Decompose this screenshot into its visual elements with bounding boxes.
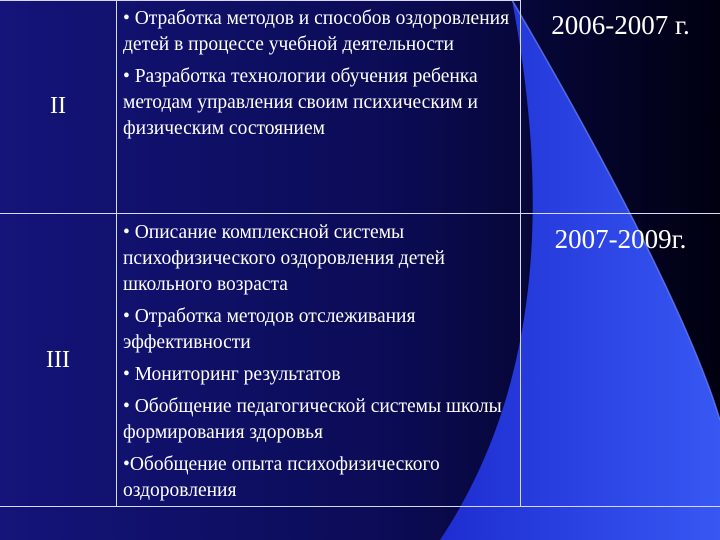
tasks-cell	[117, 214, 520, 506]
stage-cell	[0, 214, 116, 506]
tasks-cell	[117, 0, 520, 213]
period-cell	[521, 214, 720, 506]
period-cell	[521, 0, 720, 213]
stage-cell	[0, 0, 116, 213]
task-item: • Обобщение педагогической системы школы формирования здоровья	[123, 396, 502, 443]
stage-number: II	[50, 93, 66, 119]
task-item: •Обобщение опыта психофизического оздоровления	[123, 454, 440, 501]
task-item: • Разработка технологии обучения ребенка методам управления своим психическим и физическим состоянием	[123, 66, 478, 139]
task-item: • Мониторинг результатов	[123, 364, 341, 385]
task-item: • Отработка методов отслеживания эффективности	[123, 306, 416, 353]
period-label: 2006-2007 г.	[551, 10, 690, 40]
table-border-bottom	[0, 506, 720, 507]
task-item: • Отработка методов и способов оздоровления детей в процессе учебной деятельности	[123, 8, 510, 55]
stage-number: III	[46, 346, 70, 373]
task-item: • Описание комплексной системы психофизического оздоровления детей школьного возраста	[123, 222, 445, 295]
period-label: 2007-2009г.	[554, 224, 687, 254]
